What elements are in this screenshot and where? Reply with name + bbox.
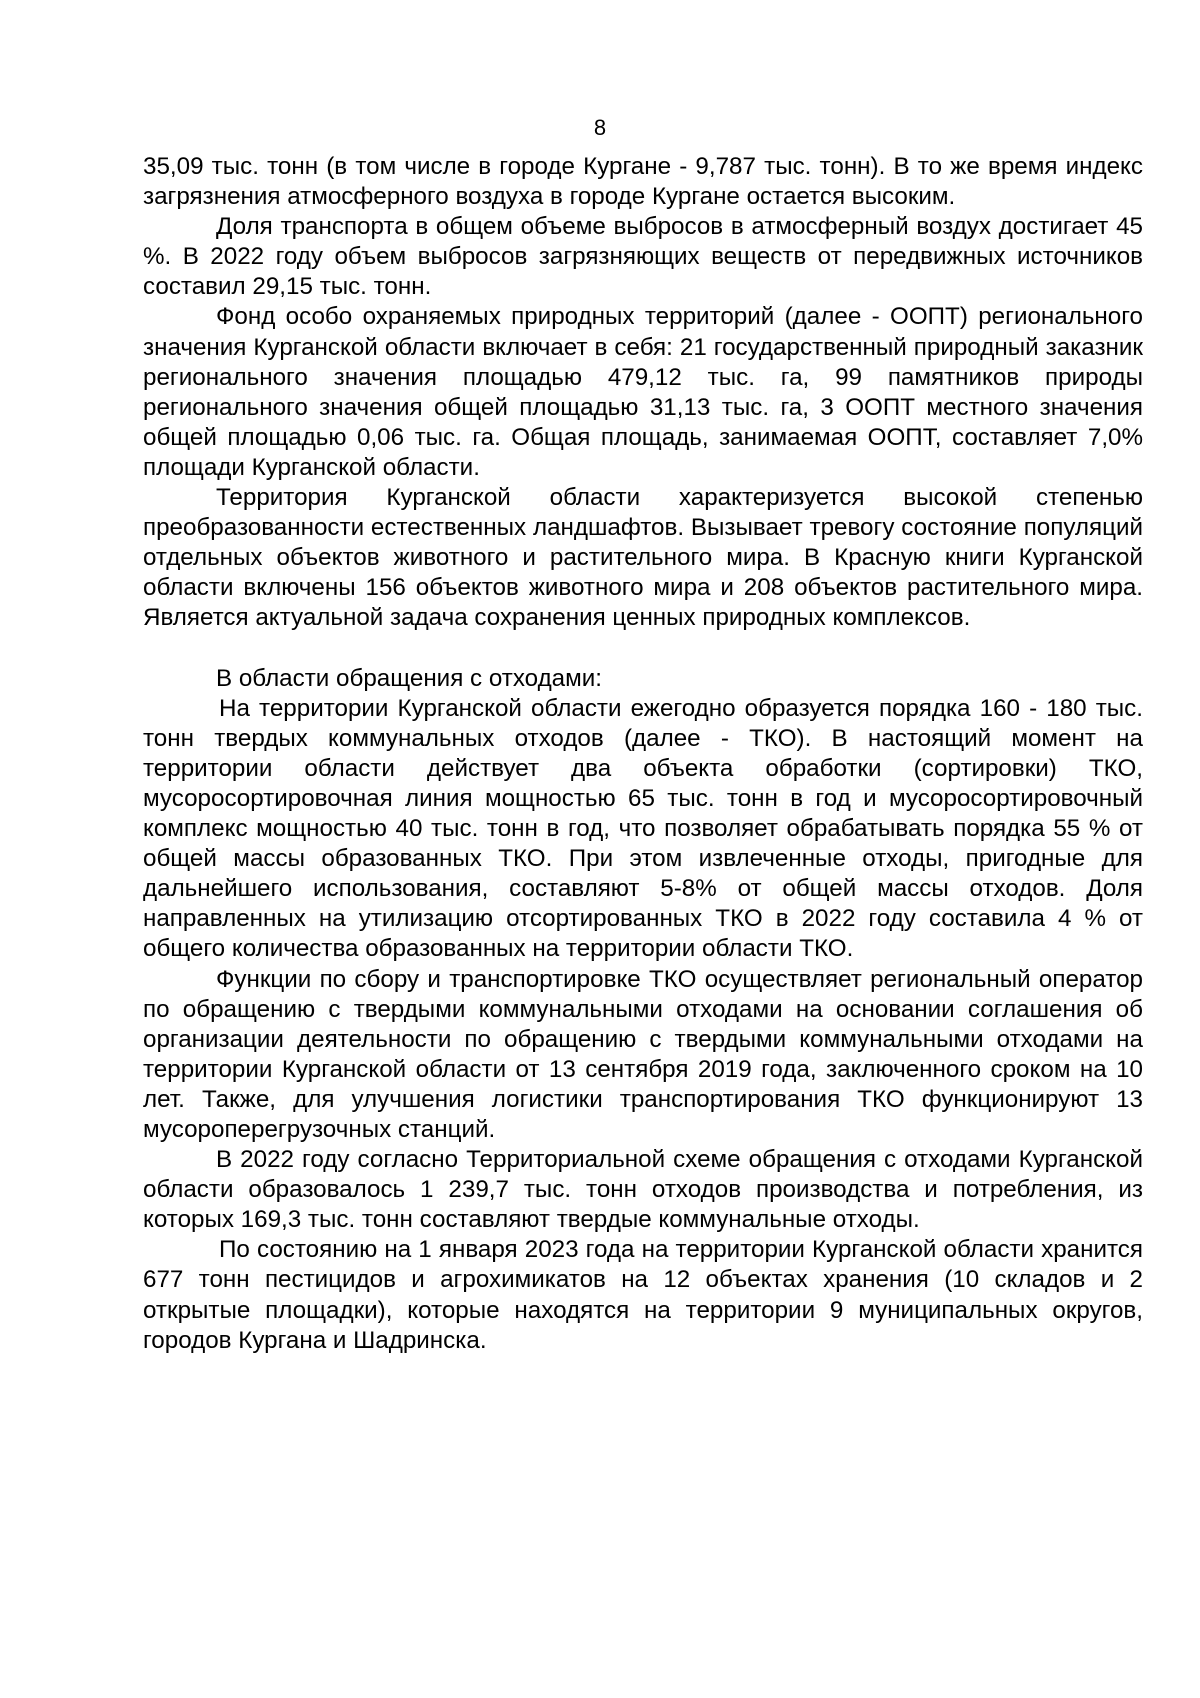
paragraph-landscape-transformation: Территория Курганской области характеризуется высокой степенью преобразованности естественных ландшафтов. Вызывает тревогу состояние популяций отдельных объектов животного и растительного мира. В Красную книги Курганской области включены 156 объектов животного мира и 208 объектов растительного мира. Является актуальной задача сохранения ценных природных комплексов.: [143, 484, 1143, 632]
paragraph-regional-operator: Функции по сбору и транспортировке ТКО осуществляет региональный оператор по обращению с твердыми коммунальными отходами на основании соглашения об организации деятельности по обращению с твердыми коммунальными отходами на территории Курганской области от 13 сентября 2019 года, заключенного сроком на 10 лет. Также, для улучшения логистики транспортирования ТКО функционируют 13 мусороперегрузочных станций.: [143, 965, 1143, 1143]
document-body: [143, 152, 1143, 1356]
page-number: 8: [593, 115, 607, 140]
section-heading-waste: В области обращения с отходами:: [216, 664, 602, 692]
paragraph-territorial-scheme: В 2022 году согласно Территориальной схеме обращения с отходами Курганской области образовалось 1 239,7 тыс. тонн отходов производства и потребления, из которых 169,3 тыс. тонн составляют твердые коммунальные отходы.: [143, 1146, 1143, 1234]
paragraph-protected-areas: Фонд особо охраняемых природных территорий (далее - ООПТ) регионального значения Курганской области включает в себя: 21 государственный природный заказник регионального значения площадью 479,12 тыс. га, 99 памятников природы регионального значения общей площадью 31,13 тыс. га, 3 ООПТ местного значения общей площадью 0,06 тыс. га. Общая площадь, занимаемая ООПТ, составляет 7,0% площади Курганской области.: [143, 303, 1143, 481]
paragraph-msw-generation: На территории Курганской области ежегодно образуется порядка 160 - 180 тыс. тонн твердых коммунальных отходов (далее - ТКО). В настоящий момент на территории области действует два объекта обработки (сортировки) ТКО, мусоросортировочная линия мощностью 65 тыс. тонн в год и мусоросортировочный комплекс мощностью 40 тыс. тонн в год, что позволяет обрабатывать порядка 55 % от общей массы образованных ТКО. При этом извлеченные отходы, пригодные для дальнейшего использования, составляют 5-8% от общей массы отходов. Доля направленных на утилизацию отсортированных ТКО в 2022 году составила 4 % от общего количества образованных на территории области ТКО.: [143, 694, 1143, 963]
paragraph-pesticides-storage: По состоянию на 1 января 2023 года на территории Курганской области хранится 677 тонн пестицидов и агрохимикатов на 12 объектах хранения (10 складов и 2 открытые площадки), которые находятся на территории 9 муниципальных округов, городов Кургана и Шадринска.: [143, 1236, 1143, 1354]
paragraph-emissions-continued: 35,09 тыс. тонн (в том числе в городе Кургане - 9,787 тыс. тонн). В то же время индекс загрязнения атмосферного воздуха в городе Кургане остается высоким.: [143, 153, 1143, 211]
paragraph-transport-share: Доля транспорта в общем объеме выбросов в атмосферный воздух достигает 45 %. В 2022 году объем выбросов загрязняющих веществ от передвижных источников составил 29,15 тыс. тонн.: [143, 213, 1143, 301]
paragraph-spacer: [143, 634, 1143, 664]
